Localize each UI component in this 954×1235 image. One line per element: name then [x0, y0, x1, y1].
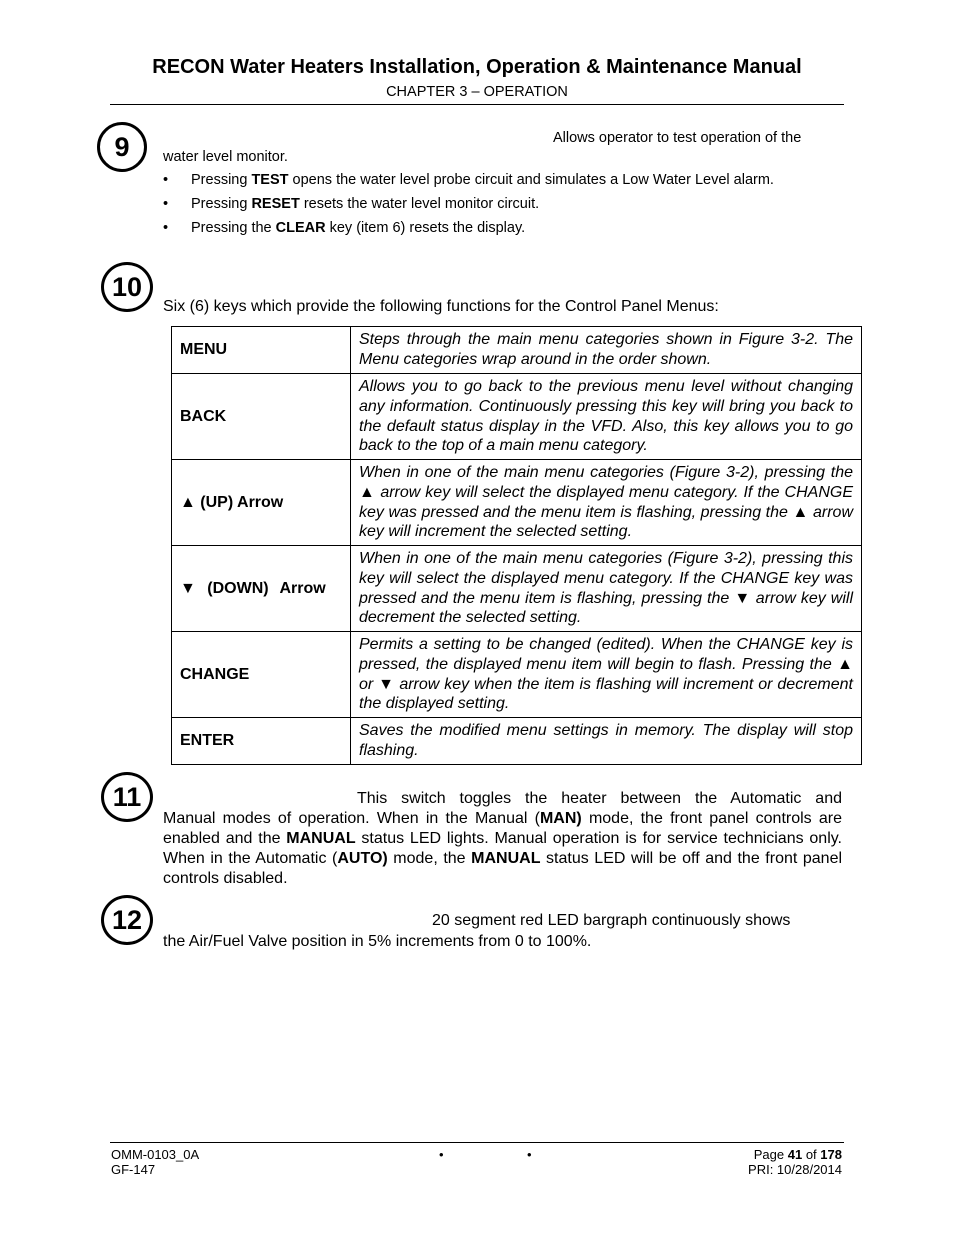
- item-11-line1: This switch toggles the heater between the Automatic and: [357, 790, 842, 807]
- table-row: [172, 327, 862, 374]
- footer-page-number: Page 41 of 178: [753, 1147, 842, 1162]
- item-10-marker: 10: [101, 262, 153, 312]
- item-11-marker: 11: [101, 772, 153, 822]
- key-description: When in one of the main menu categories (Figure 3-2), pressing this key will select the displayed menu category. If the CHANGE key was pressed and the menu item is flashing, pressing the ▼ arrow key will decrement the selected setting.: [351, 546, 862, 632]
- key-name: MENU: [172, 327, 351, 374]
- header-rule: [110, 104, 844, 105]
- chapter-heading: CHAPTER 3 – OPERATION: [386, 84, 568, 100]
- item-12-line1: 20 segment red LED bargraph continuously shows: [432, 912, 791, 929]
- item-9-line1: Allows operator to test operation of the: [553, 130, 802, 146]
- bullet-dot: •: [163, 196, 169, 212]
- table-row: [172, 546, 862, 632]
- bullet-text: Pressing TEST opens the water level probe circuit and simulates a Low Water Level alarm.: [191, 172, 774, 188]
- key-description: Saves the modified menu settings in memory. The display will stop flashing.: [351, 718, 862, 765]
- bullet-dot: •: [163, 172, 169, 188]
- bullet-text: Pressing the CLEAR key (item 6) resets the display.: [191, 220, 526, 236]
- table-row: [172, 632, 862, 718]
- footer-bullet: •: [439, 1147, 444, 1162]
- footer-bullet: •: [527, 1147, 532, 1162]
- item-10-intro: Six (6) keys which provide the following functions for the Control Panel Menus:: [163, 298, 719, 315]
- key-name: ▲ (UP) Arrow: [172, 460, 351, 546]
- footer-doc-id: OMM-0103_0A: [111, 1147, 200, 1162]
- item-12-line2: the Air/Fuel Valve position in 5% increments from 0 to 100%.: [163, 933, 592, 950]
- footer-pri-date: PRI: 10/28/2014: [748, 1162, 842, 1177]
- key-name: ENTER: [172, 718, 351, 765]
- key-name: CHANGE: [172, 632, 351, 718]
- table-row: [172, 718, 862, 765]
- item-11-paragraph: Manual modes of operation. When in the Manual (MAN) mode, the front panel controls are enabled and the MANUAL status LED lights. Manual operation is for service technicians only. When in the Automatic (AUTO) mode, the MANUAL status LED will be off and the front panel controls disabled.: [163, 810, 843, 887]
- control-keys-table: [171, 326, 862, 765]
- key-description: Steps through the main menu categories shown in Figure 3-2. The Menu categories wrap around in the order shown.: [351, 327, 862, 374]
- document-title: RECON Water Heaters Installation, Operation & Maintenance Manual: [152, 56, 802, 78]
- key-description: Allows you to go back to the previous menu level without changing any information. Continuously pressing this key will bring you back to the default status display in the VFD. Also, this key allows you to go back to the top of a main menu category.: [351, 374, 862, 460]
- table-row: [172, 460, 862, 546]
- item-12-marker: 12: [101, 895, 153, 945]
- item-9-line2: water level monitor.: [163, 149, 288, 165]
- item-9-marker: 9: [97, 122, 147, 172]
- footer-rule: [110, 1142, 844, 1143]
- bullet-text: Pressing RESET resets the water level monitor circuit.: [191, 196, 540, 212]
- table-row: [172, 374, 862, 460]
- key-description: When in one of the main menu categories (Figure 3-2), pressing the ▲ arrow key will select the displayed menu category. If the CHANGE key was pressed and the menu item is flashing, pressing the ▲ arrow key will increment the selected setting.: [351, 460, 862, 546]
- footer-form-id: GF-147: [111, 1162, 156, 1177]
- key-name: ▼ (DOWN) Arrow: [172, 546, 351, 632]
- key-description: Permits a setting to be changed (edited). When the CHANGE key is pressed, the displayed menu item will begin to flash. Pressing the ▲ or ▼ arrow key when the item is flashing will increment or decrement the displayed setting.: [351, 632, 862, 718]
- key-name: BACK: [172, 374, 351, 460]
- bullet-dot: •: [163, 220, 169, 236]
